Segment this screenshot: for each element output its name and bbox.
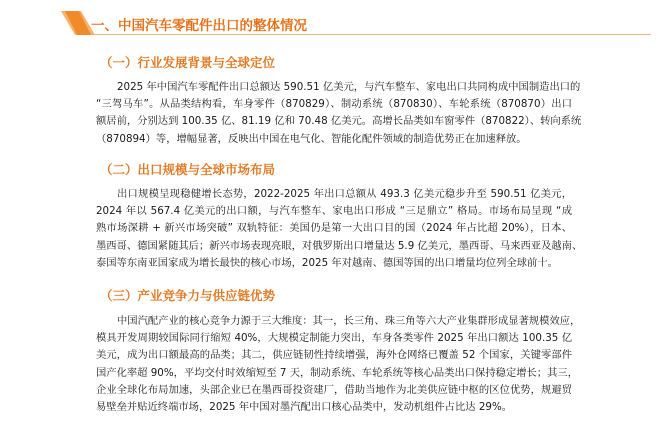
paragraph-line: 额居前，分别达到 100.35 亿、81.19 亿和 70.48 亿美元。高增长品类如车窗零件（870822）、转向系统 — [96, 115, 582, 128]
section-paragraph-2 — [96, 186, 583, 272]
banner-arrow-decoration — [61, 8, 95, 38]
section-heading-3: （三）产业竞争力与供应链优势 — [100, 288, 276, 303]
banner-underline — [91, 34, 651, 35]
page-title: 一、中国汽车零配件出口的整体情况 — [91, 18, 307, 34]
paragraph-line: 模具开发周期较国际同行缩短 40%，大规模定制能力突出，车身各类零件 2025 年出口额达 100.35 亿 — [96, 332, 572, 345]
paragraph-line: 熟市场深耕 + 新兴市场突破” 双轨特征：美国仍是第一大出口目的国（2024 年占比超 20%），日本、 — [96, 222, 572, 235]
paragraph-line: 国产化率超 90%，平均交付时效缩短至 7 天，制动系统、车轮系统等核心品类出口保持稳定增长；其三， — [96, 366, 579, 379]
section-banner — [61, 8, 651, 38]
paragraph-line: 2024 年以 567.4 亿美元的出口额，与汽车整车、家电出口形成 “三足鼎立” 格局。市场布局呈现 “成 — [96, 205, 572, 218]
section-heading-1: （一）行业发展背景与全球定位 — [100, 55, 276, 70]
paragraph-line: 泰国等东南亚国家成为增长最快的核心市场，2025 年对越南、德国等国的出口增量均位列全球前十。 — [96, 256, 558, 269]
paragraph-line: 企业全球化布局加速，头部企业已在墨西哥投资建厂，借助当地作为北美供应链中枢的区位优势，规避贸 — [96, 383, 572, 396]
section-paragraph-3 — [96, 313, 581, 416]
section-heading-2: （二）出口规模与全球市场布局 — [100, 162, 276, 177]
paragraph-line: “三驾马车”。从品类结构看，车身零件（870829）、制动系统（870830）、车轮系统（870870）出口 — [96, 98, 572, 111]
paragraph-line: 2025 年中国汽车零配件出口总额达 590.51 亿美元，与汽车整车、家电出口共同构成中国制造出口的 — [117, 81, 581, 93]
paragraph-line: 易壁垒并贴近终端市场，2025 年中国对墨汽配出口核心品类中，发动机组件占比达 29%。 — [96, 401, 513, 414]
paragraph-line: 美元，成为出口额最高的品类；其二，供应链韧性持续增强，海外仓网络已覆盖 52 个国家，关键零部件 — [96, 349, 572, 362]
paragraph-line: （870894）等，增幅显著，反映出中国在电气化、智能化配件领域的制造优势正在加速释放。 — [96, 132, 527, 145]
paragraph-line: 出口规模呈现稳健增长态势，2022-2025 年出口总额从 493.3 亿美元稳步升至 590.51 亿美元， — [117, 188, 572, 200]
paragraph-line: 中国汽配产业的核心竞争力源于三大维度：其一，长三角、珠三角等六大产业集群形成显著规模效应， — [117, 315, 581, 327]
paragraph-line: 墨西哥、德国紧随其后；新兴市场表现亮眼，对俄罗斯出口增量达 5.9 亿美元，墨西哥、马来西亚及越南、 — [96, 239, 583, 252]
section-paragraph-1 — [96, 79, 582, 148]
